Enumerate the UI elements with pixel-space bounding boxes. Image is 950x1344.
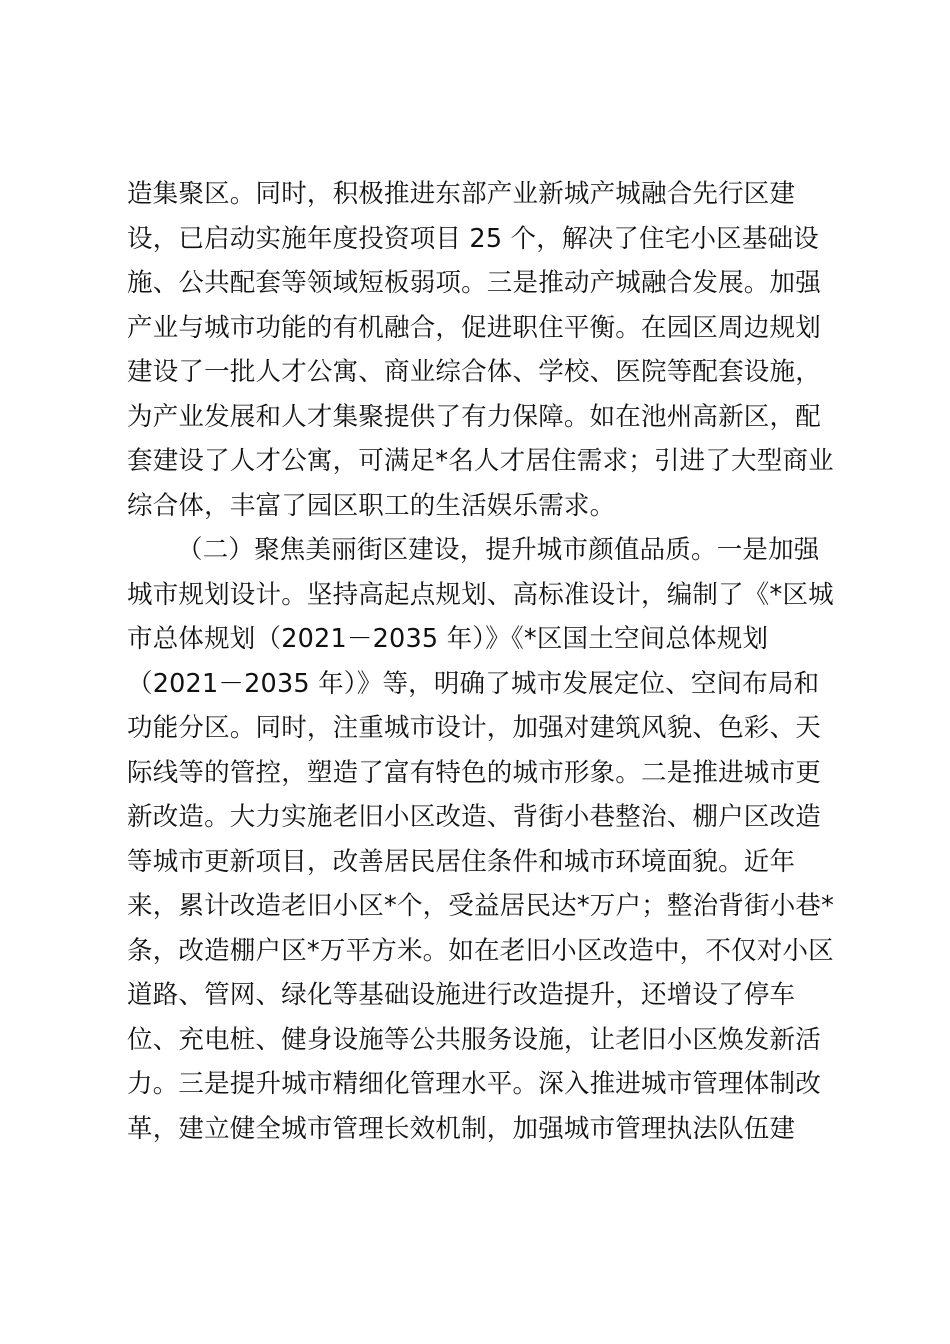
text-line: 产业与城市功能的有机融合，促进职住平衡。在园区周边规划 [127,312,821,343]
text-line: 城市规划设计。坚持高起点规划、高标准设计，编制了《*区城 [127,579,834,610]
text-line: 革，建立健全城市管理长效机制，加强城市管理执法队伍建 [127,1113,796,1144]
text-line: 力。三是提升城市精细化管理水平。深入推进城市管理体制改 [127,1069,821,1099]
text-line: 等城市更新项目，改善居民居住条件和城市环境面貌。近年 [127,846,796,877]
text-line: 条，改造棚户区*万平方米。如在老旧小区改造中，不仅对小区 [127,935,834,966]
body-text [127,172,837,1151]
text-line: 造集聚区。同时，积极推进东部产业新城产城融合先行区建 [127,179,796,209]
text-line: 新改造。大力实施老旧小区改造、背街小巷整治、棚户区改造 [127,802,821,832]
text-line: 际线等的管控，塑造了富有特色的城市形象。二是推进城市更 [127,757,821,788]
text-line: 综合体，丰富了园区职工的生活娱乐需求。 [127,490,616,521]
text-line: 施、公共配套等领域短板弱项。三是推动产城融合发展。加强 [127,268,821,298]
text-line: （2021－2035 年）》等，明确了城市发展定位、空间布局和 [127,668,820,699]
text-line: 为产业发展和人才集聚提供了有力保障。如在池州高新区，配 [127,401,821,432]
text-line: 道路、管网、绿化等基础设施进行改造提升，还增设了停车 [127,980,796,1010]
text-line: 建设了一批人才公寓、商业综合体、学校、医院等配套设施， [127,357,821,387]
text-line: 套建设了人才公寓，可满足*名人才居住需求；引进了大型商业 [127,446,834,476]
section-heading-line: （二）聚焦美丽街区建设，提升城市颜值品质。一是加强 [177,535,820,565]
text-line: 市总体规划（2021－2035 年）》《*区国土空间总体规划 [127,624,769,654]
text-line: 位、充电桩、健身设施等公共服务设施，让老旧小区焕发新活 [127,1024,821,1055]
text-line: 来，累计改造老旧小区*个，受益居民达*万户；整治背街小巷* [127,891,835,921]
text-line: 设，已启动实施年度投资项目 25 个，解决了住宅小区基础设 [127,223,819,254]
text-line: 功能分区。同时，注重城市设计，加强对建筑风貌、色彩、天 [127,713,821,743]
